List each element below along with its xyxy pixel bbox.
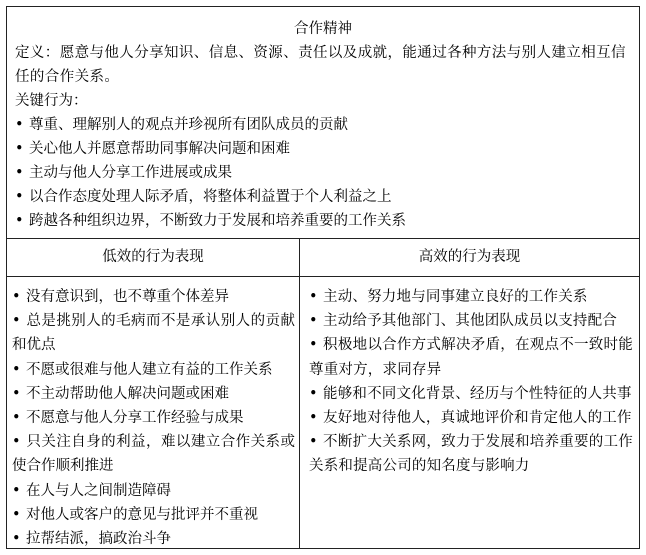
high-performance-item: • 友好地对待他人，真诚地评价和肯定他人的工作 bbox=[309, 406, 633, 430]
key-behavior-item: • 关心他人并愿意帮助同事解决问题和困难 bbox=[15, 137, 631, 161]
high-performance-item: • 能够和不同文化背景、经历与个性特征的人共事 bbox=[309, 382, 633, 406]
definition-text: 定义：愿意与他人分享知识、信息、资源、责任以及成就，能通过各种方法与别人建立相互信任的合作关系。 bbox=[15, 45, 626, 85]
low-performance-item: • 对他人或客户的意见与批评并不重视 bbox=[12, 503, 295, 527]
high-performance-item: • 积极地以合作方式解决矛盾，在观点不一致时能尊重对方，求同存异 bbox=[309, 333, 633, 381]
low-performance-item: • 不愿意与他人分享工作经验与成果 bbox=[12, 406, 295, 430]
competency-table bbox=[6, 6, 640, 549]
high-performance-item: • 主动、努力地与同事建立良好的工作关系 bbox=[309, 285, 633, 309]
low-performance-item: • 不主动帮助他人解决问题或困难 bbox=[12, 382, 295, 406]
key-behavior-item: • 跨越各种组织边界，不断致力于发展和培养重要的工作关系 bbox=[15, 209, 631, 233]
high-performance-item: • 主动给予其他部门、其他团队成员以支持配合 bbox=[309, 309, 633, 333]
low-performance-list bbox=[7, 277, 300, 548]
key-behavior-item: • 以合作态度处理人际矛盾，将整体利益置于个人利益之上 bbox=[15, 185, 631, 209]
low-performance-item: • 在人与人之间制造障碍 bbox=[12, 479, 295, 503]
low-performance-item: • 不愿或很难与他人建立有益的工作关系 bbox=[12, 358, 295, 382]
key-behavior-item: • 主动与他人分享工作进展或成果 bbox=[15, 161, 631, 185]
low-performance-item: • 没有意识到，也不尊重个体差异 bbox=[12, 285, 295, 309]
low-performance-header: 低效的行为表现 bbox=[7, 239, 300, 277]
high-performance-header: 高效的行为表现 bbox=[300, 239, 639, 277]
high-performance-item: • 不断扩大关系网，致力于发展和培养重要的工作关系和提高公司的知名度与影响力 bbox=[309, 430, 633, 478]
high-performance-list bbox=[300, 277, 639, 548]
low-performance-item: • 只关注自身的利益，难以建立合作关系或使合作顺利推进 bbox=[12, 430, 295, 478]
key-behaviors-label: 关键行为： bbox=[15, 93, 88, 109]
low-performance-item: • 总是挑别人的毛病而不是承认别人的贡献和优点 bbox=[12, 309, 295, 357]
definition-section bbox=[7, 7, 639, 239]
table-title: 合作精神 bbox=[294, 21, 352, 37]
key-behavior-item: • 尊重、理解别人的观点并珍视所有团队成员的贡献 bbox=[15, 113, 631, 137]
low-performance-item: • 拉帮结派，搞政治斗争 bbox=[12, 527, 295, 551]
